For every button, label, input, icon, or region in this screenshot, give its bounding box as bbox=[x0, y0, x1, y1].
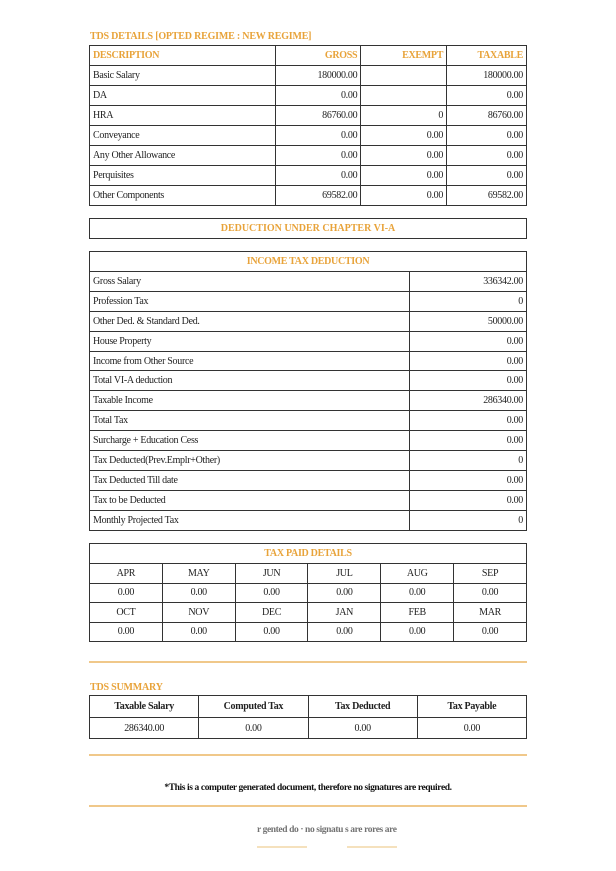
column-header-gross: GROSS bbox=[276, 46, 361, 66]
row-description: DA bbox=[90, 86, 276, 106]
income-tax-deduction-title: INCOME TAX DEDUCTION bbox=[90, 252, 527, 272]
row-label: Total Tax bbox=[90, 411, 410, 431]
month-label: JUN bbox=[235, 564, 308, 584]
row-description: Conveyance bbox=[90, 126, 276, 146]
month-value: 0.00 bbox=[90, 583, 163, 603]
row-taxable: 0.00 bbox=[447, 146, 527, 166]
column-header-computed-tax: Computed Tax bbox=[199, 696, 308, 718]
row-value: 50000.00 bbox=[410, 311, 527, 331]
month-label: JUL bbox=[308, 564, 381, 584]
table-row bbox=[90, 351, 527, 371]
table-row bbox=[90, 510, 527, 530]
row-gross: 0.00 bbox=[276, 146, 361, 166]
deduction-chapter-header: DEDUCTION UNDER CHAPTER VI-A bbox=[89, 218, 527, 239]
month-value-row bbox=[90, 622, 527, 642]
row-description: HRA bbox=[90, 106, 276, 126]
taxable-salary-value: 286340.00 bbox=[90, 718, 199, 739]
ghost-rule bbox=[257, 846, 307, 848]
row-exempt: 0.00 bbox=[361, 166, 447, 186]
column-header-exempt: EXEMPT bbox=[361, 46, 447, 66]
row-value: 0.00 bbox=[410, 490, 527, 510]
month-label: FEB bbox=[381, 603, 454, 623]
month-header-row bbox=[90, 564, 527, 584]
row-exempt: 0.00 bbox=[361, 146, 447, 166]
row-exempt bbox=[361, 66, 447, 86]
month-value: 0.00 bbox=[308, 583, 381, 603]
table-row bbox=[90, 291, 527, 311]
table-row bbox=[90, 126, 527, 146]
row-value: 0 bbox=[410, 510, 527, 530]
month-value: 0.00 bbox=[454, 622, 527, 642]
table-row bbox=[90, 186, 527, 206]
column-header-tax-payable: Tax Payable bbox=[417, 696, 526, 718]
ghost-footer-text: r gented do · no signatu s are rores are bbox=[257, 825, 397, 835]
table-row bbox=[90, 718, 527, 739]
row-value: 336342.00 bbox=[410, 272, 527, 292]
month-label: JAN bbox=[308, 603, 381, 623]
month-value-row bbox=[90, 583, 527, 603]
table-row bbox=[90, 166, 527, 186]
month-value: 0.00 bbox=[308, 622, 381, 642]
row-label: Taxable Income bbox=[90, 391, 410, 411]
table-row bbox=[90, 391, 527, 411]
row-description: Other Components bbox=[90, 186, 276, 206]
row-gross: 0.00 bbox=[276, 166, 361, 186]
column-header-taxable-salary: Taxable Salary bbox=[90, 696, 199, 718]
row-label: Gross Salary bbox=[90, 272, 410, 292]
row-value: 0 bbox=[410, 291, 527, 311]
tax-paid-details-title: TAX PAID DETAILS bbox=[90, 544, 527, 564]
month-value: 0.00 bbox=[454, 583, 527, 603]
table-header-row bbox=[90, 696, 527, 718]
month-header-row bbox=[90, 603, 527, 623]
row-label: Profession Tax bbox=[90, 291, 410, 311]
column-header-description: DESCRIPTION bbox=[90, 46, 276, 66]
row-label: Tax to be Deducted bbox=[90, 490, 410, 510]
row-taxable: 0.00 bbox=[447, 166, 527, 186]
table-row bbox=[90, 86, 527, 106]
row-gross: 0.00 bbox=[276, 86, 361, 106]
row-taxable: 0.00 bbox=[447, 86, 527, 106]
month-label: APR bbox=[90, 564, 163, 584]
tax-deducted-value: 0.00 bbox=[308, 718, 417, 739]
table-title-row bbox=[90, 544, 527, 564]
table-row bbox=[90, 431, 527, 451]
table-row bbox=[90, 331, 527, 351]
row-value: 286340.00 bbox=[410, 391, 527, 411]
row-description: Any Other Allowance bbox=[90, 146, 276, 166]
tax-payable-value: 0.00 bbox=[417, 718, 526, 739]
tds-summary-title: TDS SUMMARY bbox=[90, 682, 163, 693]
row-label: Tax Deducted Till date bbox=[90, 470, 410, 490]
row-description: Basic Salary bbox=[90, 66, 276, 86]
month-label: MAY bbox=[162, 564, 235, 584]
tds-details-table bbox=[89, 45, 527, 206]
table-row bbox=[90, 311, 527, 331]
tds-summary-table bbox=[89, 695, 527, 739]
row-label: Total VI-A deduction bbox=[90, 371, 410, 391]
table-title-row bbox=[90, 252, 527, 272]
row-label: House Property bbox=[90, 331, 410, 351]
divider-rule bbox=[89, 661, 527, 663]
footer-note: *This is a computer generated document, therefore no signatures are required. bbox=[164, 783, 452, 793]
table-row bbox=[90, 411, 527, 431]
month-value: 0.00 bbox=[381, 583, 454, 603]
table-row bbox=[90, 106, 527, 126]
month-value: 0.00 bbox=[235, 622, 308, 642]
row-gross: 69582.00 bbox=[276, 186, 361, 206]
row-gross: 180000.00 bbox=[276, 66, 361, 86]
row-exempt bbox=[361, 86, 447, 106]
row-label: Surcharge + Education Cess bbox=[90, 431, 410, 451]
table-row bbox=[90, 470, 527, 490]
column-header-tax-deducted: Tax Deducted bbox=[308, 696, 417, 718]
divider-rule bbox=[89, 754, 527, 756]
row-taxable: 86760.00 bbox=[447, 106, 527, 126]
row-value: 0.00 bbox=[410, 351, 527, 371]
table-header-row bbox=[90, 46, 527, 66]
row-value: 0 bbox=[410, 451, 527, 471]
row-value: 0.00 bbox=[410, 371, 527, 391]
row-value: 0.00 bbox=[410, 431, 527, 451]
month-value: 0.00 bbox=[235, 583, 308, 603]
row-taxable: 180000.00 bbox=[447, 66, 527, 86]
month-value: 0.00 bbox=[162, 622, 235, 642]
row-gross: 86760.00 bbox=[276, 106, 361, 126]
column-header-taxable: TAXABLE bbox=[447, 46, 527, 66]
table-row bbox=[90, 272, 527, 292]
row-taxable: 0.00 bbox=[447, 126, 527, 146]
row-label: Monthly Projected Tax bbox=[90, 510, 410, 530]
divider-rule bbox=[89, 805, 527, 807]
month-value: 0.00 bbox=[381, 622, 454, 642]
table-row bbox=[90, 66, 527, 86]
row-label: Other Ded. & Standard Ded. bbox=[90, 311, 410, 331]
row-value: 0.00 bbox=[410, 470, 527, 490]
row-description: Perquisites bbox=[90, 166, 276, 186]
income-tax-deduction-table bbox=[89, 251, 527, 531]
row-exempt: 0 bbox=[361, 106, 447, 126]
row-gross: 0.00 bbox=[276, 126, 361, 146]
ghost-rule bbox=[347, 846, 397, 848]
computed-tax-value: 0.00 bbox=[199, 718, 308, 739]
month-label: DEC bbox=[235, 603, 308, 623]
row-exempt: 0.00 bbox=[361, 126, 447, 146]
month-label: OCT bbox=[90, 603, 163, 623]
table-row bbox=[90, 490, 527, 510]
tax-paid-details-table bbox=[89, 543, 527, 642]
row-label: Tax Deducted(Prev.Emplr+Other) bbox=[90, 451, 410, 471]
month-value: 0.00 bbox=[162, 583, 235, 603]
tds-details-title: TDS DETAILS [OPTED REGIME : NEW REGIME] bbox=[90, 31, 312, 42]
table-row bbox=[90, 371, 527, 391]
row-taxable: 69582.00 bbox=[447, 186, 527, 206]
month-label: MAR bbox=[454, 603, 527, 623]
row-value: 0.00 bbox=[410, 411, 527, 431]
table-row bbox=[90, 146, 527, 166]
month-label: SEP bbox=[454, 564, 527, 584]
month-label: AUG bbox=[381, 564, 454, 584]
table-row bbox=[90, 451, 527, 471]
row-label: Income from Other Source bbox=[90, 351, 410, 371]
row-value: 0.00 bbox=[410, 331, 527, 351]
month-label: NOV bbox=[162, 603, 235, 623]
month-value: 0.00 bbox=[90, 622, 163, 642]
row-exempt: 0.00 bbox=[361, 186, 447, 206]
